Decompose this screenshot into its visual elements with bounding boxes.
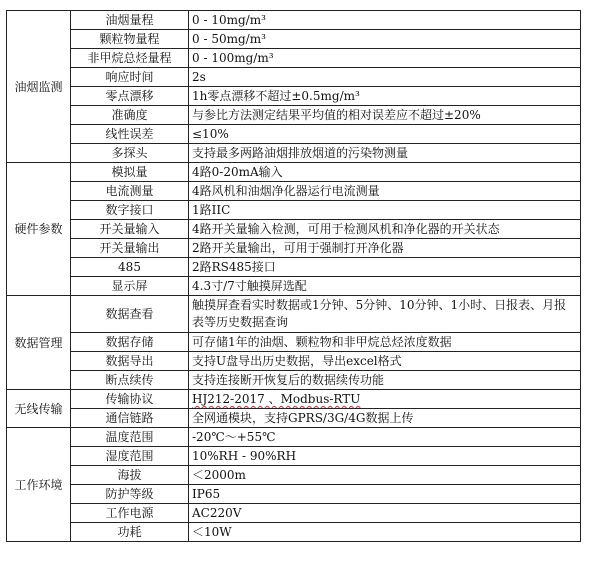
- param-value: 全网通模块，支持GPRS/3G/4G数据上传: [189, 409, 581, 428]
- table-row: [7, 296, 581, 333]
- param-label: 防护等级: [71, 485, 189, 504]
- spec-table: [6, 10, 581, 542]
- table-row: [7, 409, 581, 428]
- param-value: 支持最多两路油烟排放烟道的污染物测量: [189, 144, 581, 163]
- param-value: [189, 390, 581, 409]
- param-label: 显示屏: [71, 277, 189, 296]
- param-value: 4路0-20mA输入: [189, 163, 581, 182]
- param-label: 多探头: [71, 144, 189, 163]
- table-row: [7, 30, 581, 49]
- param-label: 开关量输出: [71, 239, 189, 258]
- param-value: 1h零点漂移不超过±0.5mg/m³: [189, 87, 581, 106]
- param-value: 0 - 50mg/m³: [189, 30, 581, 49]
- table-row: [7, 390, 581, 409]
- param-value: 可存储1年的油烟、颗粒物和非甲烷总烃浓度数据: [189, 333, 581, 352]
- param-label: 数据存储: [71, 333, 189, 352]
- param-label: 零点漂移: [71, 87, 189, 106]
- param-value: 4.3寸/7寸触摸屏选配: [189, 277, 581, 296]
- table-row: [7, 277, 581, 296]
- group-label: 硬件参数: [7, 163, 71, 296]
- param-label: 传输协议: [71, 390, 189, 409]
- param-label: 功耗: [71, 523, 189, 542]
- table-row: [7, 68, 581, 87]
- param-label: 断点续传: [71, 371, 189, 390]
- table-row: [7, 504, 581, 523]
- param-label: 数据导出: [71, 352, 189, 371]
- param-label: 颗粒物量程: [71, 30, 189, 49]
- param-value: 触摸屏查看实时数据或1分钟、5分钟、10分钟、1小时、日报表、月报表等历史数据查询: [189, 296, 581, 333]
- param-label: 海拔: [71, 466, 189, 485]
- group-label: 无线传输: [7, 390, 71, 428]
- param-label: 通信链路: [71, 409, 189, 428]
- param-value: 支持连接断开恢复后的数据续传功能: [189, 371, 581, 390]
- table-row: [7, 371, 581, 390]
- table-row: [7, 447, 581, 466]
- param-value: 10%RH - 90%RH: [189, 447, 581, 466]
- param-value: 0 - 100mg/m³: [189, 49, 581, 68]
- param-value: ＜2000m: [189, 466, 581, 485]
- param-value: 与参比方法测定结果平均值的相对误差应不超过±20%: [189, 106, 581, 125]
- param-label: 485: [71, 258, 189, 277]
- param-label: 准确度: [71, 106, 189, 125]
- param-value: -20℃～+55℃: [189, 428, 581, 447]
- table-row: [7, 352, 581, 371]
- table-row: [7, 258, 581, 277]
- table-row: [7, 466, 581, 485]
- param-value: ＜10W: [189, 523, 581, 542]
- param-value: ≤10%: [189, 125, 581, 144]
- table-row: [7, 106, 581, 125]
- param-label: 数字接口: [71, 201, 189, 220]
- param-value: 4路风机和油烟净化器运行电流测量: [189, 182, 581, 201]
- table-row: [7, 163, 581, 182]
- group-label: 数据管理: [7, 296, 71, 390]
- param-label: 油烟量程: [71, 11, 189, 30]
- table-row: [7, 239, 581, 258]
- param-value: 0 - 10mg/m³: [189, 11, 581, 30]
- param-label: 线性误差: [71, 125, 189, 144]
- param-value: 2路RS485接口: [189, 258, 581, 277]
- param-value: 1路IIC: [189, 201, 581, 220]
- param-value: AC220V: [189, 504, 581, 523]
- param-value: 4路开关量输入检测，可用于检测风机和净化器的开关状态: [189, 220, 581, 239]
- param-value: 2路开关量输出，可用于强制打开净化器: [189, 239, 581, 258]
- param-label: 温度范围: [71, 428, 189, 447]
- table-row: [7, 87, 581, 106]
- table-row: [7, 333, 581, 352]
- table-row: [7, 428, 581, 447]
- param-label: 工作电源: [71, 504, 189, 523]
- table-row: [7, 485, 581, 504]
- table-row: [7, 11, 581, 30]
- param-value: 2s: [189, 68, 581, 87]
- table-row: [7, 125, 581, 144]
- param-label: 湿度范围: [71, 447, 189, 466]
- param-value: 支持U盘导出历史数据，导出excel格式: [189, 352, 581, 371]
- table-row: [7, 49, 581, 68]
- table-row: [7, 144, 581, 163]
- table-row: [7, 182, 581, 201]
- param-label: 开关量输入: [71, 220, 189, 239]
- param-label: 非甲烷总烃量程: [71, 49, 189, 68]
- group-label: 工作环境: [7, 428, 71, 542]
- param-value: IP65: [189, 485, 581, 504]
- protocol-text: HJ212-2017 、Modbus-RTU: [192, 392, 361, 406]
- param-label: 数据查看: [71, 296, 189, 333]
- param-label: 模拟量: [71, 163, 189, 182]
- table-row: [7, 523, 581, 542]
- table-row: [7, 220, 581, 239]
- param-label: 电流测量: [71, 182, 189, 201]
- table-row: [7, 201, 581, 220]
- param-label: 响应时间: [71, 68, 189, 87]
- group-label: 油烟监测: [7, 11, 71, 163]
